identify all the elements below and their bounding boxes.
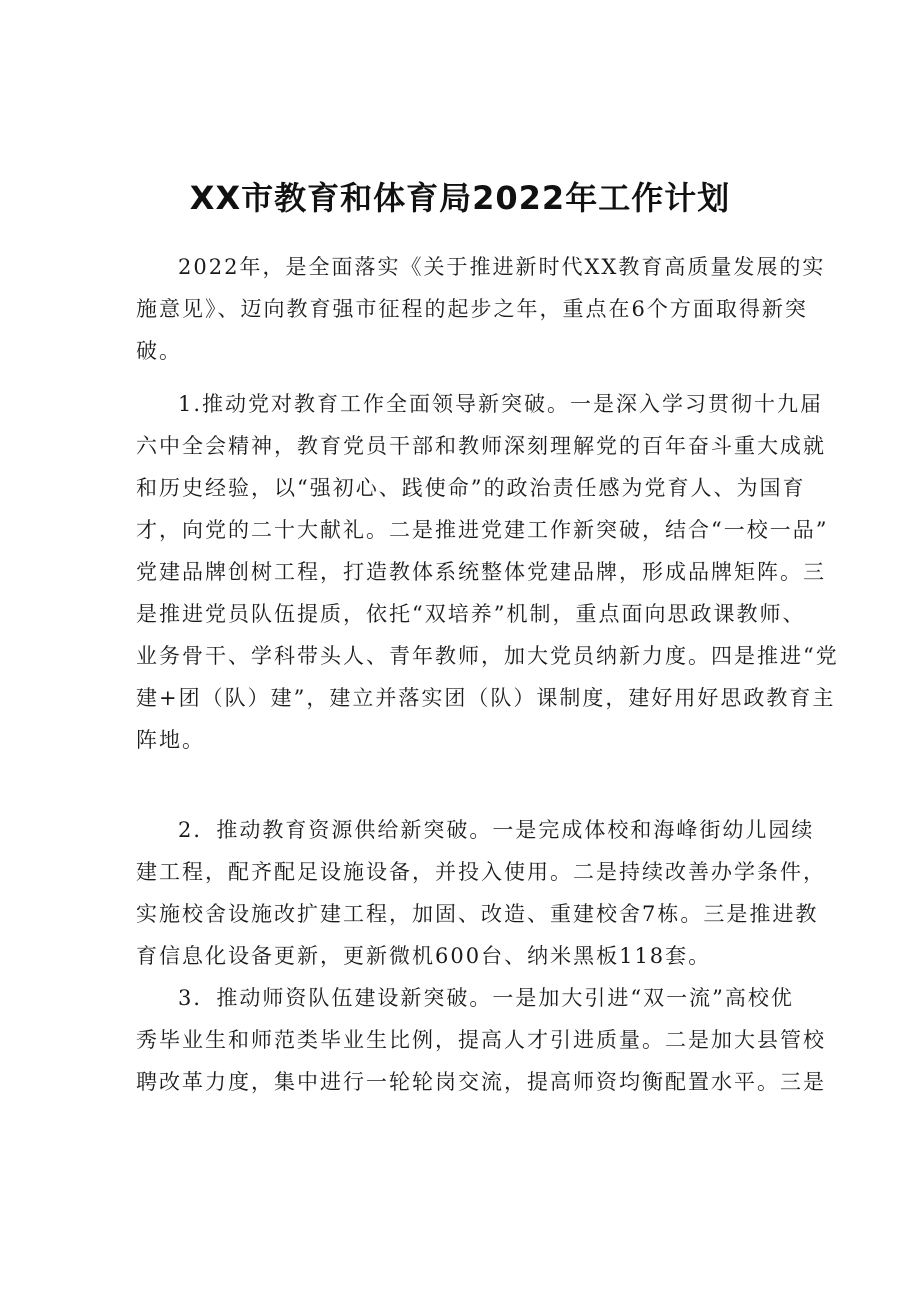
paragraph-line: 和历史经验，以“强初心、践使命”的政治责任感为党育人、为国育 <box>136 476 806 500</box>
paragraph-line: 建+团（队）建”，建立并落实团（队）课制度，建好用好思政教育主 <box>136 686 836 710</box>
paragraph-line: 1.推动党对教育工作全面领导新突破。一是深入学习贯彻十九届 <box>178 392 824 416</box>
document-title: XX市教育和体育局2022年工作计划 <box>189 179 731 217</box>
paragraph-line: 聘改革力度，集中进行一轮轮岗交流，提高师资均衡配置水平。三是 <box>136 1070 826 1094</box>
paragraph-line: 2022年，是全面落实《关于推进新时代XX教育高质量发展的实 <box>178 255 826 279</box>
paragraph-line: 实施校舍设施改扩建工程，加固、改造、重建校舍7栋。三是推进教 <box>136 902 819 926</box>
paragraph-section-2 <box>136 809 826 977</box>
paragraph-intro <box>136 246 826 372</box>
paragraph-line: 育信息化设备更新，更新微机600台、纳米黑板118套。 <box>136 944 712 968</box>
paragraph-section-1 <box>136 383 839 761</box>
paragraph-line: 六中全会精神，教育党员干部和教师深刻理解党的百年奋斗重大成就 <box>136 434 826 458</box>
paragraph-line: 3．推动师资队伍建设新突破。一是加大引进“双一流”高校优 <box>178 986 794 1010</box>
paragraph-line: 秀毕业生和师范类毕业生比例，提高人才引进质量。二是加大县管校 <box>136 1028 826 1052</box>
paragraph-line: 党建品牌创树工程，打造教体系统整体党建品牌，形成品牌矩阵。三 <box>136 560 826 584</box>
paragraph-line: 建工程，配齐配足设施设备，并投入使用。二是持续改善办学条件， <box>136 860 826 884</box>
paragraph-line: 2．推动教育资源供给新突破。一是完成体校和海峰街幼儿园续 <box>178 818 815 842</box>
paragraph-line: 是推进党员队伍提质，依托“双培养”机制，重点面向思政课教师、 <box>136 602 806 626</box>
paragraph-line: 施意见》、迈向教育强市征程的起步之年，重点在6个方面取得新突 <box>136 297 808 321</box>
paragraph-line: 破。 <box>136 339 182 363</box>
paragraph-section-3 <box>136 977 826 1103</box>
paragraph-line: 业务骨干、学科带头人、青年教师，加大党员纳新力度。四是推进“党 <box>136 644 839 668</box>
paragraph-line: 阵地。 <box>136 728 205 752</box>
paragraph-line: 才，向党的二十大献礼。二是推进党建工作新突破，结合“一校一品” <box>136 518 829 542</box>
